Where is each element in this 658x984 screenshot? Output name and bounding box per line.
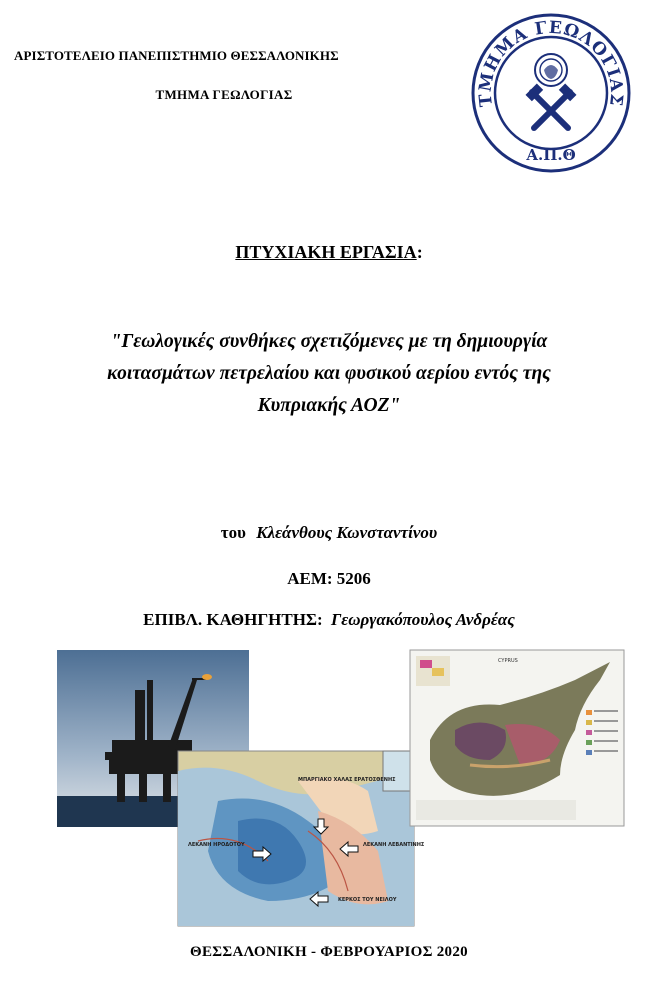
cyprus-map-title: CYPRUS — [498, 658, 518, 664]
map-label-nile: ΚΕΡΚΟΣ ΤΟΥ ΝΕΙΛΟΥ — [338, 897, 397, 903]
supervisor-line — [0, 610, 658, 630]
supervisor-name: Γεωργακόπουλος Ανδρέας — [330, 610, 515, 629]
author-line — [0, 523, 658, 543]
map-label-eratosthenes: ΜΠΑΡΓΙΑΚΟ ΧΑΛΑΣ ΕΡΑΤΟΣΘΕΝΗΣ — [298, 777, 396, 783]
title-line-3: Κυπριακής ΑΟΖ" — [257, 395, 401, 416]
map-label-levantine: ΛΕΚΑΝΗ ΛΕΒΑΝΤΙΝΗΣ — [363, 842, 425, 848]
student-id: ΑΕΜ: 5206 — [287, 569, 371, 588]
thesis-heading — [0, 242, 658, 263]
title-line-1: "Γεωλογικές συνθήκες σχετιζόμενες με τη δημιουργία — [110, 331, 548, 352]
university-name: ΑΡΙΣΤΟΤΕΛΕΙΟ ΠΑΝΕΠΙΣΤΗΜΙΟ ΘΕΣΣΑΛΟΝΙΚΗΣ — [14, 48, 339, 63]
eastern-mediterranean-map — [178, 751, 425, 926]
thesis-colon: : — [416, 242, 423, 262]
department-seal-logo — [470, 12, 632, 174]
map-label-herodotus: ΛΕΚΑΝΗ ΗΡΟΔΟΤΟΥ — [188, 842, 245, 848]
thesis-title — [30, 326, 628, 422]
supervisor-label: ΕΠΙΒΛ. ΚΑΘΗΓΗΤΗΣ: — [143, 610, 323, 629]
title-line-2: κοιτασμάτων πετρελαίου και φυσικού αερίου εντός της — [107, 363, 551, 384]
place-and-date: ΘΕΣΣΑΛΟΝΙΚΗ - ΦΕΒΡΟΥΑΡΙΟΣ 2020 — [190, 944, 468, 960]
author-name: Κλεάνθους Κωνσταντίνου — [256, 523, 438, 542]
thesis-label: ΠΤΥΧΙΑΚΗ ΕΡΓΑΣΙΑ — [235, 242, 417, 262]
author-prefix: του — [220, 523, 246, 542]
seal-bottom-text: Α.Π.Θ — [526, 146, 576, 164]
seal-ring-text: ΤΜΗΜΑ ΓΕΩΛΟΓΙΑΣ — [475, 17, 627, 108]
department-name: ΤΜΗΜΑ ΓΕΩΛΟΓΙΑΣ — [155, 87, 293, 102]
cyprus-geological-map — [410, 650, 624, 826]
